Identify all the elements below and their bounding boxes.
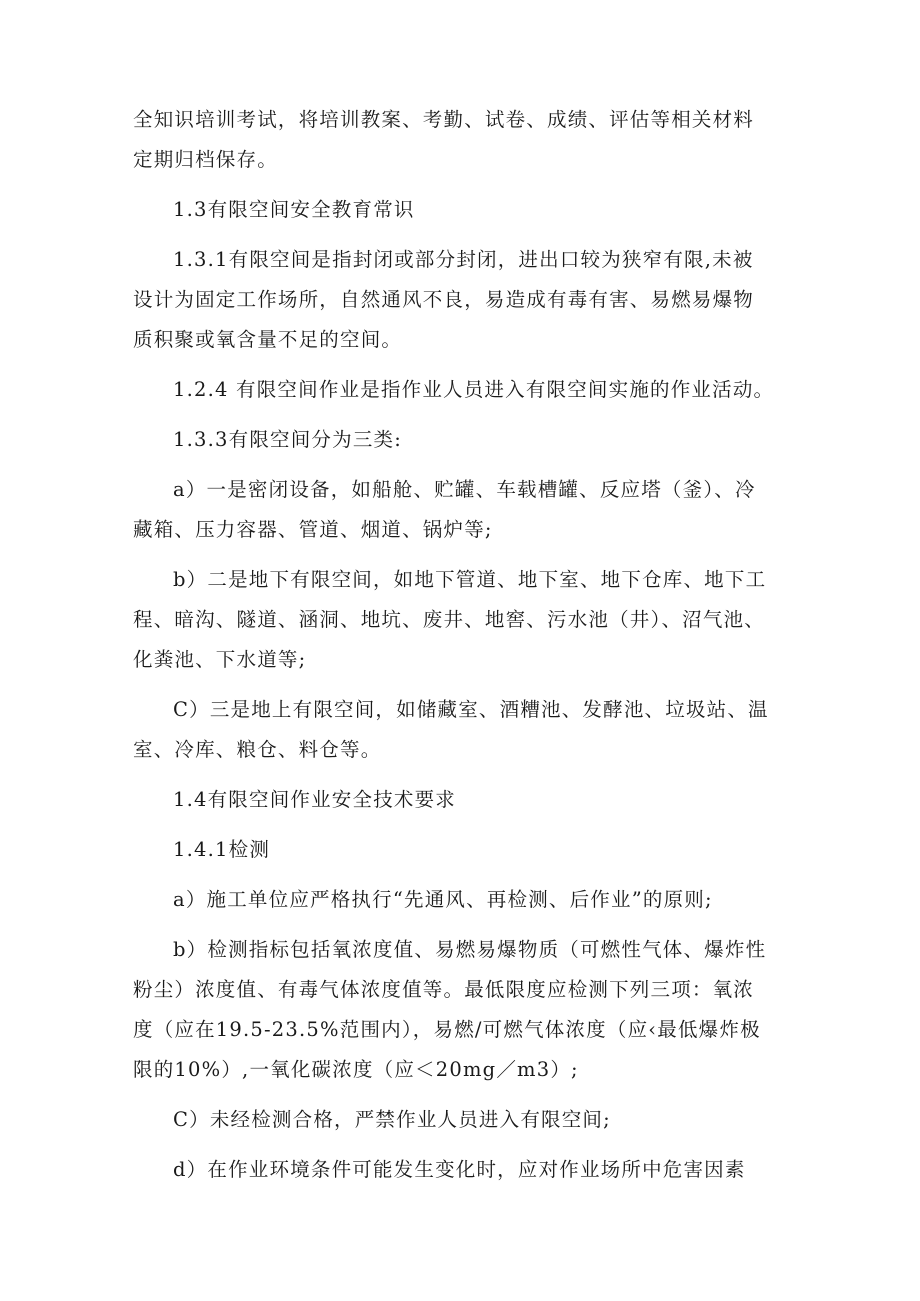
text-line: 程、暗沟、隧道、涵洞、地坑、废井、地窖、污水池（井）、沼气池、 [133, 608, 765, 631]
text-line: a）施工单位应严格执行“先通风、再检测、后作业”的原则; [173, 888, 713, 911]
list-item-b-underground-space [133, 560, 813, 680]
text-line: 设计为固定工作场所，自然通风不良，易造成有毒有害、易燃易爆物 [133, 288, 755, 311]
list-item-c-above-ground-space [133, 690, 813, 770]
text-line: 度（应在19.5-23.5%范围内），易燃/可燃气体浓度（应‹最低爆炸极 [133, 1018, 761, 1041]
text-line: C）未经检测合格，严禁作业人员进入有限空间; [173, 1108, 611, 1131]
text-line: b）检测指标包括氧浓度值、易燃易爆物质（可燃性气体、爆炸性 [173, 938, 767, 961]
list-item-b-detection-indicators [133, 930, 813, 1090]
text-line: 化粪池、下水道等; [133, 648, 307, 671]
heading-text: 1.3有限空间安全教育常识 [173, 198, 415, 221]
text-line: 藏箱、压力容器、管道、烟道、锅炉等; [133, 518, 493, 541]
text-line: 1.3.3有限空间分为三类: [173, 428, 402, 451]
text-line: 限的10%）,一氧化碳浓度（应＜20mg／m3）; [133, 1058, 579, 1081]
paragraph-1-2-4 [133, 370, 813, 410]
paragraph-training-archive [133, 100, 813, 180]
heading-text: 1.4有限空间作业安全技术要求 [173, 788, 457, 811]
section-heading-1-4-1 [133, 830, 813, 870]
heading-text: 1.4.1检测 [173, 838, 271, 861]
list-item-a-closed-equipment [133, 470, 813, 550]
list-item-d-environment-change [133, 1150, 813, 1190]
text-line: 1.3.1有限空间是指封闭或部分封闭，进出口较为狭窄有限,未被 [173, 248, 754, 271]
text-line: 全知识培训考试，将培训教案、考勤、试卷、成绩、评估等相关材料 [133, 108, 755, 131]
text-line: 质积聚或氧含量不足的空间。 [133, 328, 403, 351]
text-line: d）在作业环境条件可能发生变化时，应对作业场所中危害因素 [173, 1158, 746, 1181]
text-line: 室、冷库、粮仓、料仓等。 [133, 738, 382, 761]
text-line: C）三是地上有限空间，如储藏室、酒糟池、发酵池、垃圾站、温 [173, 698, 769, 721]
document-body [133, 100, 813, 1200]
text-line: 定期归档保存。 [133, 148, 278, 171]
paragraph-1-3-3 [133, 420, 813, 460]
text-line: a）一是密闭设备，如船舱、贮罐、车载槽罐、反应塔（釜）、冷 [173, 478, 756, 501]
list-item-c-no-entry [133, 1100, 813, 1140]
section-heading-1-3 [133, 190, 813, 230]
paragraph-1-3-1 [133, 240, 813, 360]
text-line: b）二是地下有限空间，如地下管道、地下室、地下仓库、地下工 [173, 568, 767, 591]
text-line: 1.2.4 有限空间作业是指作业人员进入有限空间实施的作业活动。 [173, 378, 775, 401]
text-line: 粉尘）浓度值、有毒气体浓度值等。最低限度应检测下列三项：氧浓 [133, 978, 755, 1001]
section-heading-1-4 [133, 780, 813, 820]
list-item-a-ventilation-principle [133, 880, 813, 920]
